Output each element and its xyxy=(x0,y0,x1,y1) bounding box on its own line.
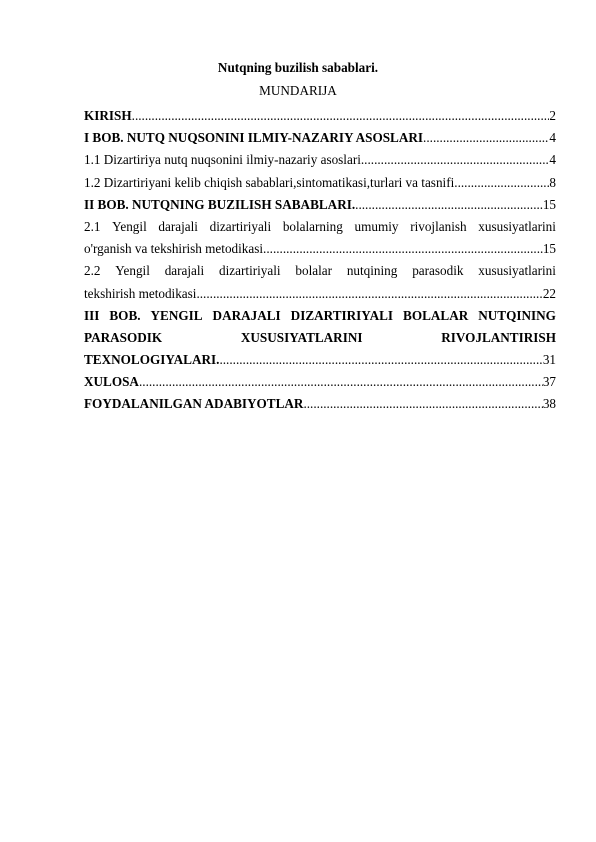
toc-entry-label: XULOSA xyxy=(84,374,139,390)
toc-leader-dots xyxy=(303,393,542,415)
toc-leader-dots xyxy=(219,349,542,371)
toc-page-number: 38 xyxy=(542,396,556,412)
toc-entry-bob2[interactable] xyxy=(84,194,556,216)
word: dizartiriyali xyxy=(209,218,272,234)
table-of-contents xyxy=(84,105,556,416)
toc-entry-label-line1 xyxy=(84,216,556,238)
word: BOLALAR xyxy=(403,307,469,323)
toc-entry-label-line2: tekshirish metodikasi xyxy=(84,285,197,301)
toc-entry-label-line2 xyxy=(84,327,556,349)
word: Yengil xyxy=(115,263,150,279)
toc-page-number: 2 xyxy=(549,108,556,123)
toc-page-number: 15 xyxy=(542,196,556,212)
word: BOB. xyxy=(109,307,141,323)
word: Yengil xyxy=(112,218,147,234)
word: darajali xyxy=(158,218,198,234)
toc-entry-label-line1 xyxy=(84,305,556,327)
toc-entry-label-line3: TEXNOLOGIYALARI. xyxy=(84,352,220,368)
word: umumiy xyxy=(354,218,399,234)
toc-entry-kirish[interactable] xyxy=(84,105,556,127)
word: 2.2 xyxy=(84,263,101,279)
toc-page-number: 37 xyxy=(542,374,556,390)
toc-entry-label: II BOB. NUTQNING BUZILISH SABABLARI. xyxy=(84,196,356,212)
word: PARASODIK xyxy=(84,329,163,345)
toc-leader-dots xyxy=(263,238,543,260)
toc-entry-label: 1.2 Dizartiriyani kelib chiqish sabablari,sintomatikasi,turlari va tasnifi xyxy=(84,174,455,190)
word: RIVOJLANTIRISH xyxy=(441,329,556,345)
toc-page-number: 4 xyxy=(549,152,556,168)
toc-entry-1-2[interactable] xyxy=(84,172,556,194)
toc-entry-bob3[interactable] xyxy=(84,305,556,372)
word: xususiyatlarini xyxy=(478,218,556,234)
word: nutqining xyxy=(346,263,398,279)
toc-entry-2-2[interactable] xyxy=(84,260,556,304)
toc-leader-dots xyxy=(423,127,549,149)
toc-leader-dots xyxy=(355,194,543,216)
toc-leader-dots xyxy=(139,371,543,393)
toc-entry-label-line2: o'rganish va tekshirish metodikasi xyxy=(84,241,264,257)
word: DIZARTIRIYALI xyxy=(290,307,394,323)
toc-entry-bob1[interactable] xyxy=(84,127,556,149)
toc-leader-dots xyxy=(454,172,549,194)
toc-heading: MUNDARIJA xyxy=(259,83,337,98)
toc-entry-label: KIRISH xyxy=(84,108,132,123)
toc-leader-dots xyxy=(361,149,550,171)
word: 2.1 xyxy=(84,218,101,234)
toc-entry-label-line1 xyxy=(84,260,556,282)
toc-page-number: 8 xyxy=(549,174,556,190)
toc-entry-xulosa[interactable] xyxy=(84,371,556,393)
word: dizartiriyali xyxy=(219,263,281,279)
toc-page-number: 4 xyxy=(549,130,556,146)
word: xususiyatlarini xyxy=(478,263,556,279)
toc-entry-label: FOYDALANILGAN ADABIYOTLAR xyxy=(84,396,304,412)
toc-entry-1-1[interactable] xyxy=(84,149,556,171)
toc-entry-2-1[interactable] xyxy=(84,216,556,260)
word: NUTQINING xyxy=(478,307,556,323)
word: YENGIL xyxy=(150,307,203,323)
word: bolalar xyxy=(295,263,332,279)
word: DARAJALI xyxy=(212,307,281,323)
document-title: Nutqning buzilish sabablari. xyxy=(217,60,379,75)
toc-page-number: 22 xyxy=(542,285,556,301)
toc-page-number: 31 xyxy=(542,352,556,368)
toc-entry-adabiyotlar[interactable] xyxy=(84,393,556,415)
toc-entry-label: I BOB. NUTQ NUQSONINI ILMIY-NAZARIY ASOSLARI xyxy=(84,130,424,146)
word: III xyxy=(84,307,100,323)
word: parasodik xyxy=(412,263,464,279)
word: darajali xyxy=(164,263,205,279)
toc-page-number: 15 xyxy=(542,241,556,257)
toc-leader-dots xyxy=(132,105,550,127)
word: bolalarning xyxy=(282,218,343,234)
word: XUSUSIYATLARINI xyxy=(240,329,363,345)
word: rivojlanish xyxy=(410,218,467,234)
toc-leader-dots xyxy=(196,283,542,305)
toc-entry-label: 1.1 Dizartiriya nutq nuqsonini ilmiy-nazariy asoslari xyxy=(84,152,361,168)
